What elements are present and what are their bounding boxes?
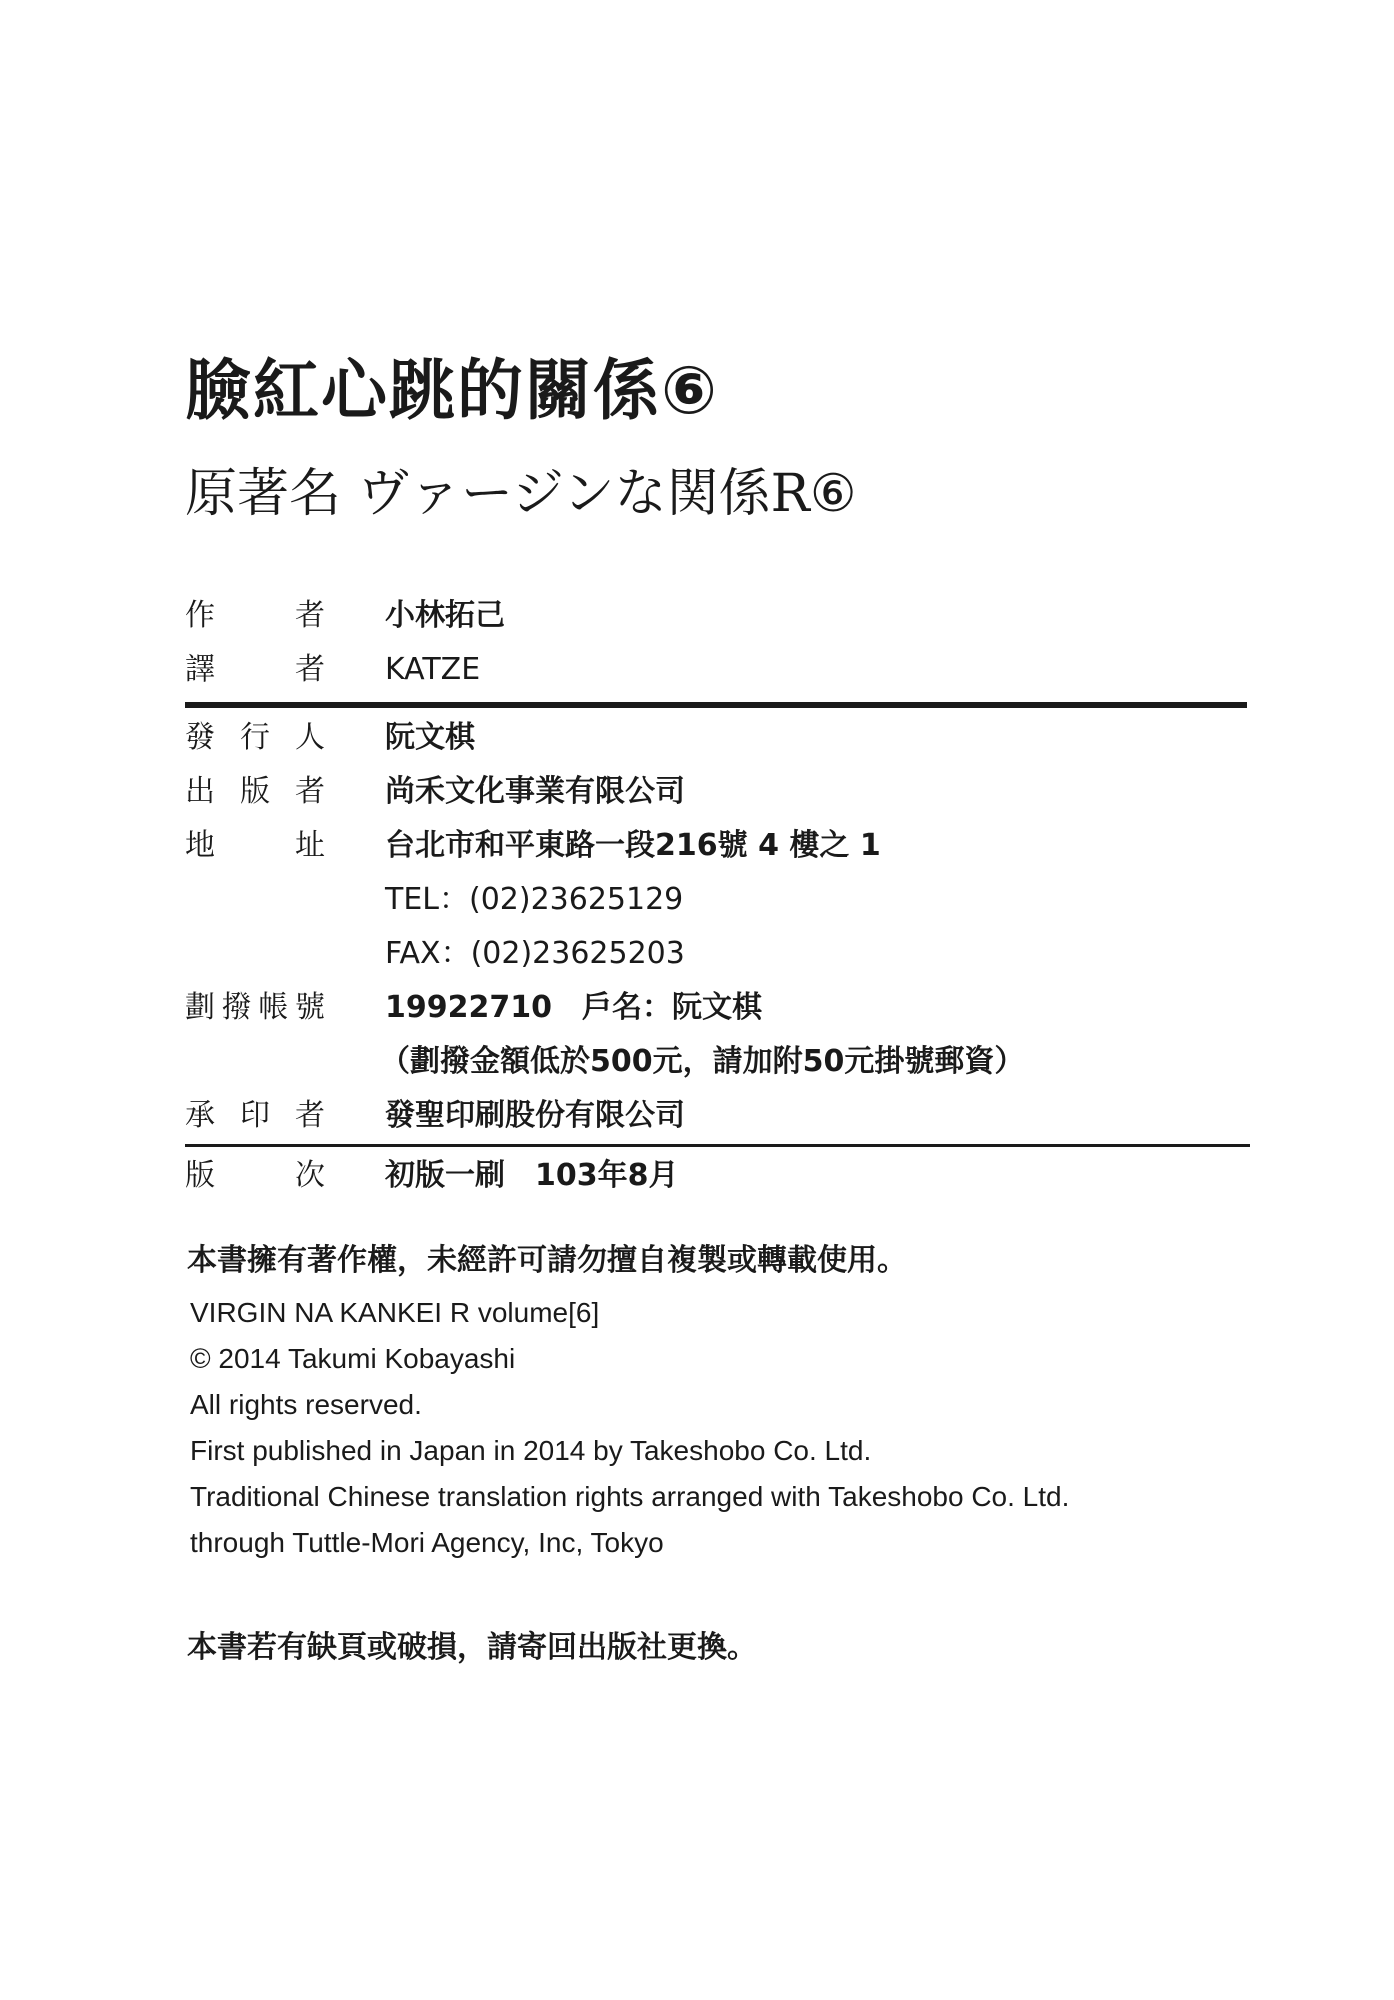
row-publisher — [185, 766, 1255, 820]
rights-line: All rights reserved. — [190, 1389, 422, 1420]
rights-line: through Tuttle-Mori Agency, Inc, Tokyo — [190, 1527, 664, 1558]
author-value: 小林拓己 — [385, 598, 505, 633]
tel-value: TEL：(02)23625129 — [385, 882, 684, 917]
publisher-value: 尚禾文化事業有限公司 — [385, 774, 685, 809]
row-tel — [185, 874, 1255, 928]
copyright-notice: 本書擁有著作權，未經許可請勿擅自複製或轉載使用。 — [187, 1243, 907, 1278]
row-account — [185, 982, 1255, 1036]
publisher-person-value: 阮文棋 — [385, 720, 475, 755]
printer-label: 承印者 — [185, 1098, 325, 1133]
publisher-label: 出版者 — [185, 774, 325, 809]
row-fax — [185, 928, 1255, 982]
original-title: 原著名 ヴァージンな関係R⑥ — [185, 464, 857, 524]
edition-label: 版 次 — [185, 1158, 325, 1193]
row-author — [185, 590, 1255, 644]
address-label: 地 址 — [185, 828, 325, 863]
row-printer — [185, 1090, 1255, 1144]
address-value: 台北市和平東路一段216號 4 樓之 1 — [385, 828, 881, 863]
rights-line: First published in Japan in 2014 by Takeshobo Co. Ltd. — [190, 1435, 872, 1466]
colophon-table — [185, 590, 1255, 1204]
rights-line: Traditional Chinese translation rights arranged with Takeshobo Co. Ltd. — [190, 1481, 1070, 1512]
divider-rule-thick — [185, 702, 1247, 708]
book-title: 臉紅心跳的關係⑥ — [185, 352, 719, 429]
account-value: 19922710 戶名：阮文棋 — [385, 990, 762, 1025]
row-publisher-person — [185, 712, 1255, 766]
edition-value: 初版一刷 103年8月 — [385, 1158, 679, 1193]
translator-label: 譯 者 — [185, 652, 325, 687]
printer-value: 發聖印刷股份有限公司 — [385, 1098, 685, 1133]
account-label: 劃撥帳號 — [185, 990, 325, 1025]
row-account-note — [185, 1036, 1255, 1090]
row-translator — [185, 644, 1255, 698]
rights-line: © 2014 Takumi Kobayashi — [190, 1343, 516, 1374]
divider-rule-thin — [185, 1144, 1250, 1147]
rights-line: VIRGIN NA KANKEI R volume[6] — [190, 1297, 600, 1328]
rights-block — [190, 1290, 1069, 1566]
row-edition — [185, 1150, 1255, 1204]
fax-value: FAX：(02)23625203 — [385, 936, 685, 971]
replacement-notice: 本書若有缺頁或破損，請寄回出版社更換。 — [187, 1630, 757, 1665]
divider-top — [185, 698, 1255, 712]
account-note: （劃撥金額低於500元，請加附50元掛號郵資） — [380, 1044, 1025, 1079]
row-address — [185, 820, 1255, 874]
publisher-person-label: 發行人 — [185, 720, 325, 755]
translator-value: KATZE — [385, 652, 481, 687]
author-label: 作 者 — [185, 598, 325, 633]
